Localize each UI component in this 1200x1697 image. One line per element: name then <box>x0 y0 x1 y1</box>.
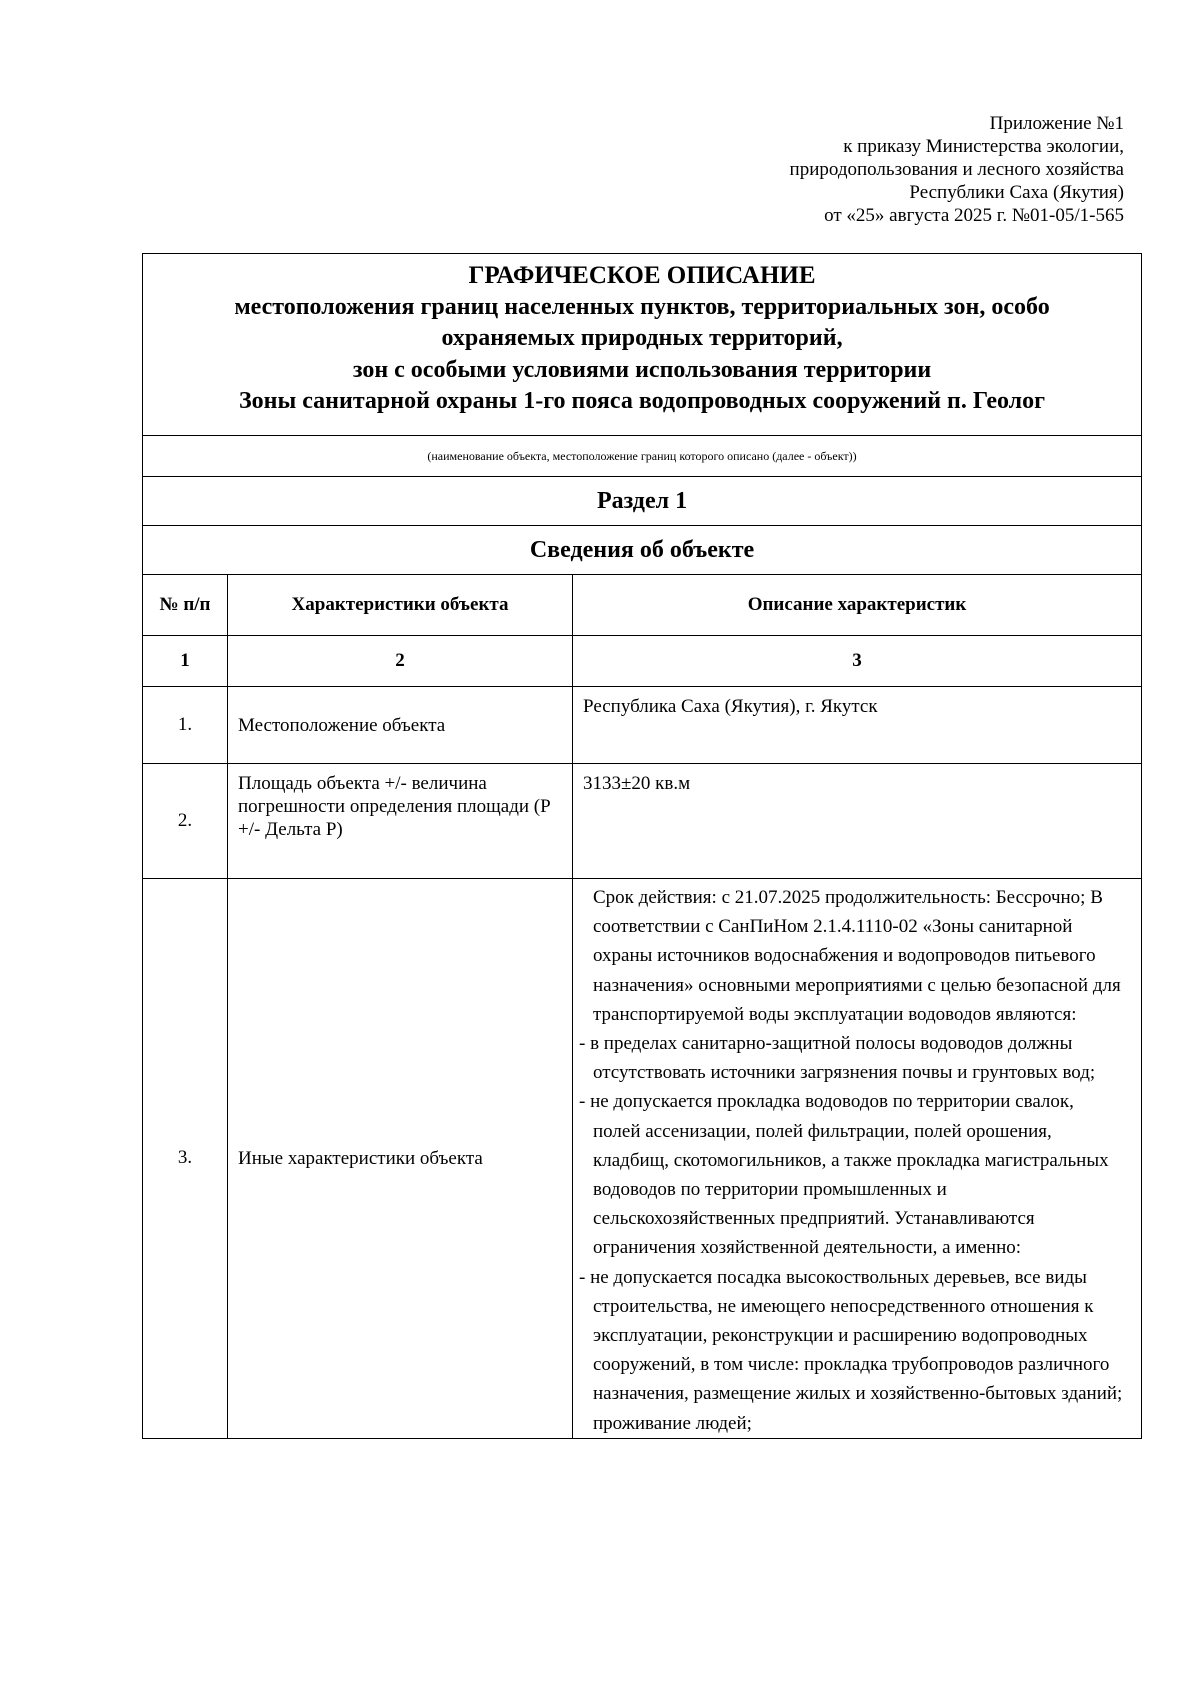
column-header-characteristics: Характеристики объекта <box>228 575 573 636</box>
ministry-line: природопользования и лесного хозяйства <box>789 159 1124 180</box>
row-number: 3. <box>143 879 228 1439</box>
order-reference-header <box>604 112 1124 227</box>
title-line: местоположения границ населенных пунктов, территориальных зон, особо <box>234 293 1050 320</box>
row-characteristic: Местоположение объекта <box>228 687 573 764</box>
title-line: зон с особыми условиями использования территории <box>352 356 932 383</box>
column-number: 2 <box>228 636 573 687</box>
section-title: Раздел 1 <box>143 477 1142 526</box>
description-paragraph: Срок действия: с 21.07.2025 продолжительность: Бессрочно; В соответствии с СанПиНом 2.1.4.1110-02 «Зоны санитарной охраны источников водоснабжения и водопроводов питьевого назначения» основными мероприятиями с целью безопасной для транспортируемой воды эксплуатации водоводов являются: <box>593 887 1121 1025</box>
appendix-label: Приложение №1 <box>989 113 1124 134</box>
table-row <box>143 687 1142 764</box>
row-description: 3133±20 кв.м <box>573 764 1142 879</box>
row-characteristic: Иные характеристики объекта <box>228 879 573 1439</box>
graphic-description-table <box>142 253 1142 1439</box>
table-row <box>143 879 1142 1439</box>
title-line: охраняемых природных территорий, <box>441 325 843 351</box>
row-number: 1. <box>143 687 228 764</box>
order-date-number: от «25» августа 2025 г. №01-05/1-565 <box>824 205 1124 226</box>
description-list-item: - не допускается прокладка водоводов по территории свалок, полей ассенизации, полей фильтрации, полей орошения, кладбищ, скотомогильников, а также прокладка магистральных водоводов по территории промышленных и сельскохозяйственных предприятий. Устанавливаются ограничения хозяйственной деятельности, а именно: <box>579 1091 1109 1259</box>
document-title <box>143 254 1142 436</box>
republic-line: Республики Саха (Якутия) <box>909 182 1124 203</box>
column-number: 3 <box>573 636 1142 687</box>
order-line: к приказу Министерства экологии, <box>843 136 1124 157</box>
subsection-title: Сведения об объекте <box>143 526 1142 575</box>
column-number: 1 <box>143 636 228 687</box>
column-header-number: № п/п <box>143 575 228 636</box>
description-list-item: - в пределах санитарно-защитной полосы водоводов должны отсутствовать источники загрязнения почвы и грунтовых вод; <box>579 1033 1096 1084</box>
row-number: 2. <box>143 764 228 879</box>
row-description: Республика Саха (Якутия), г. Якутск <box>573 687 1142 764</box>
column-header-description: Описание характеристик <box>573 575 1142 636</box>
row-description <box>573 879 1142 1439</box>
table-row <box>143 764 1142 879</box>
row-characteristic: Площадь объекта +/- величина погрешности определения площади (Р +/- Дельта Р) <box>228 764 573 879</box>
description-list-item: - не допускается посадка высокоствольных деревьев, все виды строительства, не имеющего непосредственного отношения к эксплуатации, реконструкции и расширению водопроводных сооружений, в том числе: прокладка трубопроводов различного назначения, размещение жилых и хозяйственно-бытовых зданий; проживание людей; <box>579 1266 1123 1434</box>
title-main: ГРАФИЧЕСКОЕ ОПИСАНИЕ <box>468 262 816 289</box>
object-name: Зоны санитарной охраны 1-го пояса водопроводных сооружений п. Геолог <box>238 388 1046 414</box>
object-caption: (наименование объекта, местоположение границ которого описано (далее - объект)) <box>143 436 1142 477</box>
